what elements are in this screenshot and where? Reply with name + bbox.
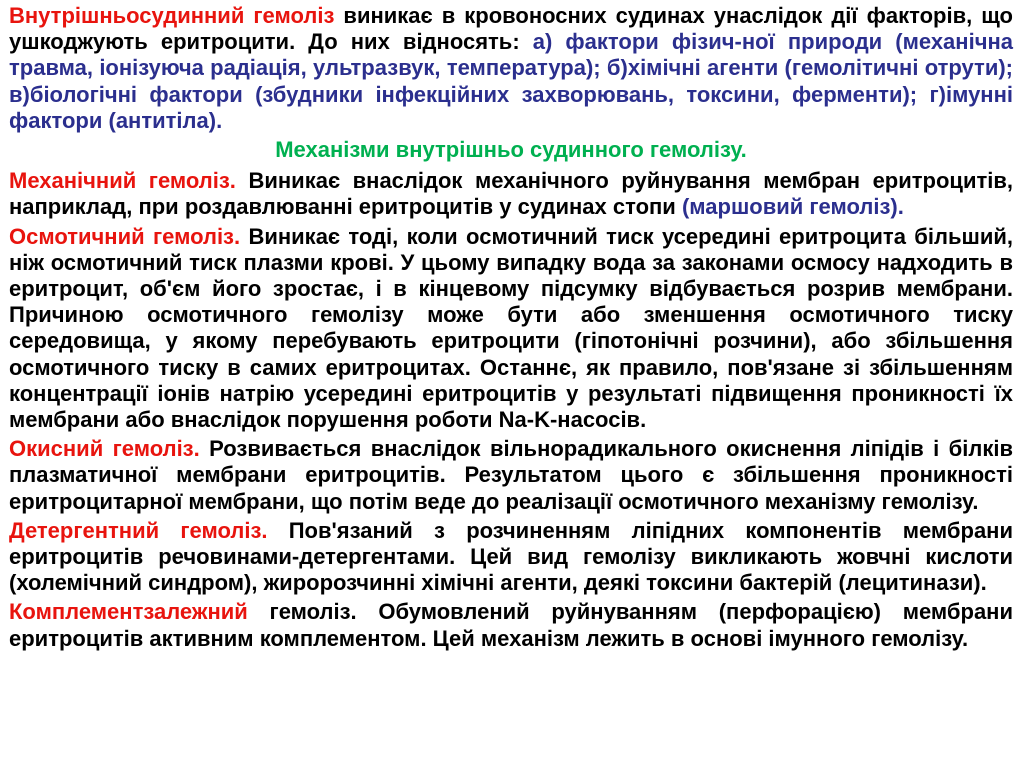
osmotic-hemolysis-paragraph <box>9 224 1013 434</box>
damaging-factors-list: а) фактори фізич-ної природи (механічна травма, іонізуюча радіація, ультразвук, температура); б)хімічні агенти (гемолітичні отрути); в)біологічні фактори (збудники інфекційних захворювань, токсини, ферменти); г)імунні фактори (антитіла). <box>9 29 1013 133</box>
mechanical-hemolysis-text: Виникає внаслідок механічного руйнування мембран еритроцитів, наприклад, при роздавлюванні еритроцитів у судинах стопи <box>9 168 1013 220</box>
detergent-hemolysis-paragraph <box>9 518 1013 597</box>
oxidative-hemolysis-term: Окисний гемоліз. <box>9 436 200 462</box>
complement-hemolysis-term: Комплементзалежний <box>9 599 248 625</box>
mechanical-hemolysis-term: Механічний гемоліз. <box>9 168 236 194</box>
detergent-hemolysis-text: Пов'язаний з розчиненням ліпідних компонентів мембрани еритроцитів речовинами-детергентами. Цей вид гемолізу викликають жовчні кислоти (холемічний синдром), жиророзчинні хімічні агенти, деякі токсини бактерій (лецитинази). <box>9 517 1013 596</box>
complement-hemolysis-text: гемоліз. Обумовлений руйнуванням (перфорацією) мембрани еритроцитів активним комплементом. Цей механізм лежить в основі імунного гемолізу. <box>9 599 1013 651</box>
oxidative-hemolysis-text: Розвивається внаслідок вільнорадикального окиснення ліпідів і білків плазматичної мембрани еритроцитів. Результатом цього є збільшення проникності еритроцитарної мембрани, що потім веде до реалізації осмотичного механізму гемолізу. <box>9 436 1013 514</box>
march-hemolysis-note: (маршовий гемоліз). <box>681 194 904 220</box>
oxidative-hemolysis-paragraph <box>9 436 1013 515</box>
mechanisms-heading: Механізми внутрішньо судинного гемолізу. <box>275 137 747 163</box>
detergent-hemolysis-term: Детергентний гемоліз. <box>9 517 268 543</box>
intro-text: виникає в кровоносних судинах унаслідок дії факторів, що ушкоджують еритроцити. До них відносять: <box>9 3 1013 55</box>
osmotic-hemolysis-text: Виникає тоді, коли осмотичний тиск усередині еритроцита більший, ніж осмотичний тиск плазми крові. У цьому випадку вода за законами осмосу надходить в еритроцит, об'єм його зростає, і в кінцевому підсумку відбувається розрив мембрани. Причиною осмотичного гемолізу може бути або зменшення осмотичного тиску середовища, у якому перебувають еритроцити (гіпотонічні розчини), або збільшення осмотичного тиску в самих еритроцитах. Останнє, як правило, пов'язане зі збільшенням концентрації іонів натрію усередині еритроцитів у результаті підвищення проникності їх мембрани або внаслідок порушення роботи Na-K-насосів. <box>9 223 1013 433</box>
complement-hemolysis-paragraph <box>9 599 1013 651</box>
intro-paragraph <box>9 3 1013 134</box>
mechanical-hemolysis-paragraph <box>9 168 1013 220</box>
osmotic-hemolysis-term: Осмотичний гемоліз. <box>9 223 241 249</box>
slide-content <box>9 3 1013 655</box>
intravascular-hemolysis-term: Внутрішньосудинний гемоліз <box>9 3 335 28</box>
